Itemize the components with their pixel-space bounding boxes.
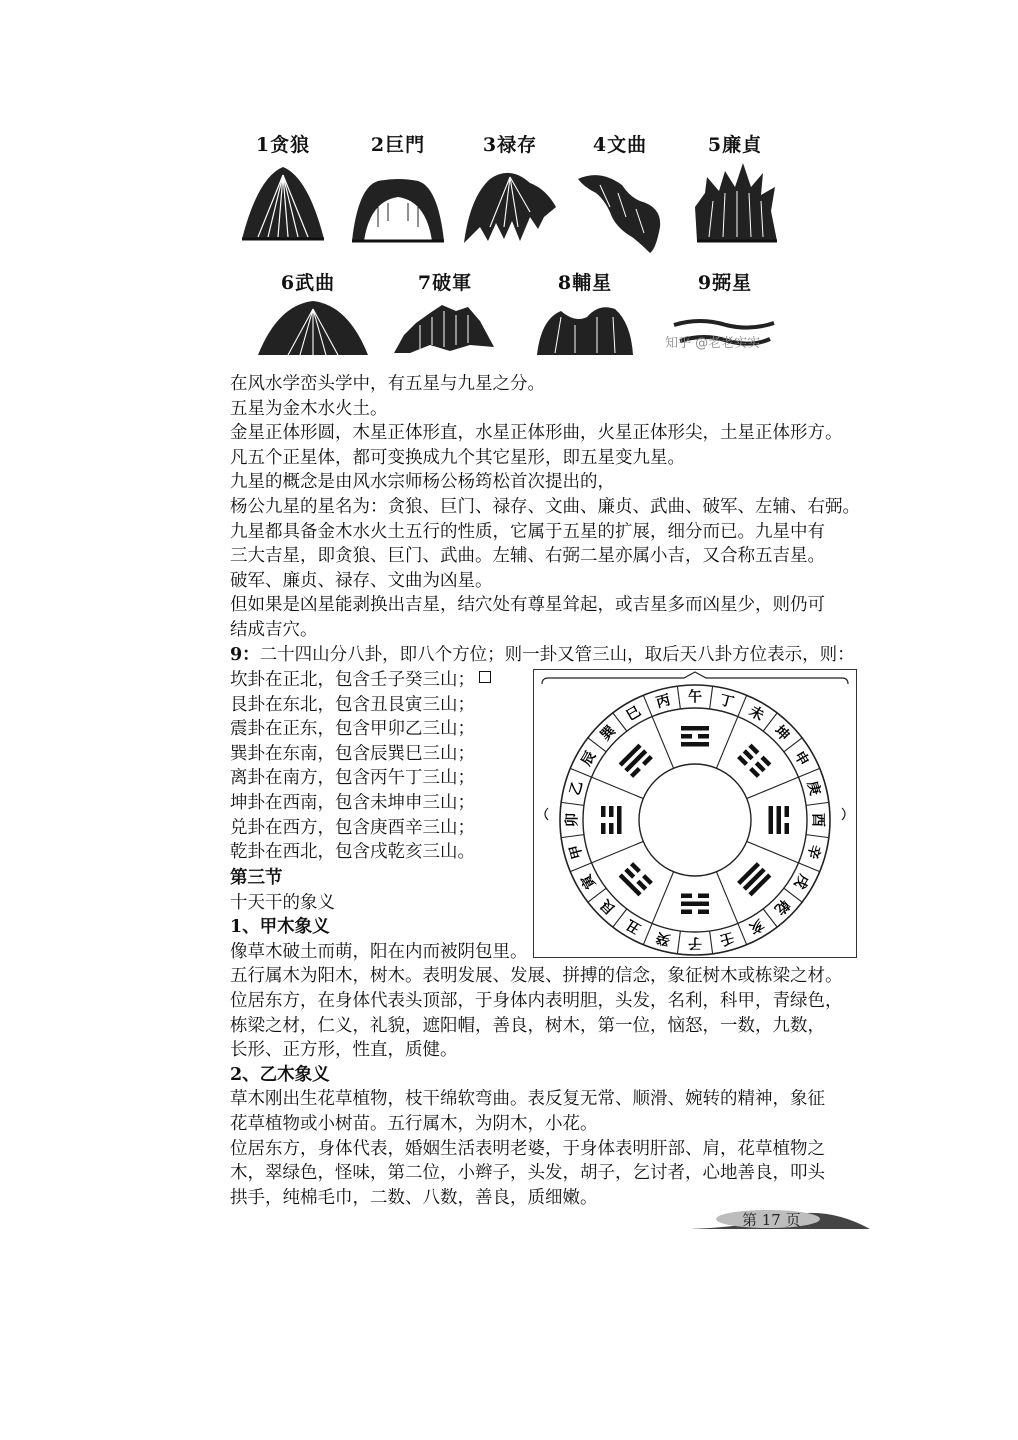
mountain-label: 卯 [564,813,581,827]
star-figure-4 [570,130,670,257]
watermark: 知乎 @老老实实 [665,336,761,351]
paragraph: 九星的概念是由风水宗师杨公杨筠松首次提出的， [230,472,615,493]
mountain-label: 丙 [654,692,673,712]
mountain-label: 亥 [746,915,767,937]
compass-spoke [677,686,680,709]
paragraph: 杨公九星的星名为：贪狼、巨门、禄存、文曲、廉贞、武曲、破军、左辅、右弼。 [230,496,860,517]
mountain-label: 甲 [567,842,587,861]
compass-spoke [798,768,819,777]
item-1-title: 1、甲木象义 [230,917,330,938]
star-label: 8輔星 [557,272,613,294]
wenqu-mountain-icon [570,157,670,257]
star-label: 9弼星 [697,272,753,294]
sector-divider [592,841,644,862]
star-figure-5 [680,130,790,247]
intro-paragraphs [230,372,870,667]
heavenly-stems-section [230,866,880,1210]
paragraph: 位居东方，在身体代表头顶部，于身体内表明胆，头发，名利，科甲，青绿色， [230,990,843,1011]
section-title: 第三节 [230,868,283,888]
paragraph: 五星为金木水火土。 [230,398,388,419]
mountain-label: 申 [790,748,812,769]
section-9-number: 9： [230,644,260,665]
star-figure-3 [460,130,560,247]
sector-divider [592,777,644,798]
paragraph: 九星都具备金木水火土五行的性质，它属于五星的扩展，细分而已。九星中有 [230,521,825,542]
mountain-label: 丑 [623,915,644,937]
compass-spoke [806,835,829,838]
trigram-icon [681,726,709,747]
lianzhen-mountain-icon [685,157,785,247]
star-label: 1贪狼 [255,134,311,156]
gua-line: 坎卦在正北，包含壬子癸三山； [230,668,530,693]
star-label: 4文曲 [592,134,648,156]
paragraph: 五行属木为阳木，树木。表明发展、发展、拼搏的信念，象征树木或栋梁之材。 [230,966,843,987]
nine-star-figures-row1 [230,130,790,255]
pojun-mountain-icon [390,295,500,355]
mountain-label: 辛 [803,842,823,861]
mountain-label: 巳 [623,703,644,725]
compass-spoke [570,768,591,777]
section-9-line [230,643,870,668]
star-label: 5廉貞 [707,134,763,156]
compass-spoke [738,695,747,716]
mountain-label: 寅 [578,871,600,892]
paragraph: 拱手，纯棉毛巾，二数、八数，善良，质细嫩。 [230,1187,598,1208]
page-footer [690,1207,870,1233]
item-2-title: 2、乙木象义 [230,1064,330,1085]
compass-spoke [763,713,777,731]
paragraph: 在风水学峦头学中，有五星与九星之分。 [230,374,545,394]
fuxing-mountain-icon [535,295,635,355]
mountain-label: 乾 [771,896,793,918]
gua-line: 坤卦在西南，包含未坤申三山； [230,792,475,813]
page-number: 第 17 页 [742,1211,801,1229]
star-figure-6 [258,268,358,355]
star-label: 3禄存 [482,134,538,156]
trigram-icon [737,744,771,778]
mountain-label: 癸 [654,928,673,948]
paragraph: 长形、正方形，性直，质健。 [230,1040,458,1061]
sector-divider [652,717,673,769]
gua-line: 艮卦在东北，包含丑艮寅三山； [230,694,475,715]
paragraph: 花草植物或小树苗。五行属木，为阴木，小花。 [230,1113,598,1134]
mountain-label: 坤 [771,722,793,744]
star-figure-8 [530,268,640,355]
gua-line: 震卦在正东，包含甲卯乙三山； [230,719,475,740]
sector-divider [747,841,799,862]
jumen-mountain-icon [348,157,448,247]
wuqu-mountain-icon [258,295,368,355]
trigram-icon [769,806,790,834]
mountain-label: 未 [746,703,767,725]
star-figure-1 [238,130,328,247]
trigram-icon [601,806,622,834]
paragraph: 栋梁之材，仁义，礼貌，遮阳帽，善良，树木，第一位，恼怒，一数，九数， [230,1015,825,1036]
paragraph: 金星正体形圆，木星正体形直，水星正体形曲，火星正体形尖，土星正体形方。 [230,423,843,444]
paragraph: 位居东方，身体代表，婚姻生活表明老婆，于身体表明肝部、肩，花草植物之 [230,1138,825,1159]
compass-spoke [561,835,584,838]
compass-spoke [588,738,606,752]
paragraph: 三大吉星，即贪狼、巨门、武曲。左辅、右弼二星亦属小吉，又合称五吉星。 [230,546,825,567]
mountain-label: 辰 [578,748,600,769]
compass-spoke [643,695,652,716]
checkbox-square-icon [479,671,491,683]
paragraph: 木，翠绿色，怪味，第二位，小辫子，头发，胡子，乞讨者，心地善良，叩头 [230,1163,825,1184]
paragraph: 但如果是凶星能剥换出吉星，结穴处有尊星耸起，或吉星多而凶星少，则仍可 [230,595,825,616]
star-label: 6武曲 [280,272,336,294]
sector-divider [747,777,799,798]
compass-spoke [561,802,584,805]
mountain-label: 子 [688,934,702,951]
mountain-label: 丁 [717,692,736,712]
star-label: 2巨門 [370,134,426,156]
gua-list [230,668,530,865]
tanlang-mountain-icon [238,157,328,247]
star-figure-2 [348,130,448,247]
mountain-label: 巽 [597,722,619,744]
section-9-text: 二十四山分八卦，即八个方位；则一卦又管三山，取后天八卦方位表示，则： [259,644,855,665]
mountain-label: 戌 [790,871,812,892]
mountain-label: 午 [688,689,702,706]
sector-divider [716,717,737,769]
paragraph: 结成吉穴。 [230,619,318,640]
paragraph: 破军、廉贞、禄存、文曲为凶星。 [230,570,493,591]
gua-line: 离卦在南方，包含丙午丁三山； [230,768,475,789]
gua-line: 巽卦在东南，包含辰巽巳三山； [230,743,475,764]
mountain-label: 壬 [717,928,736,948]
paragraph: 像草木破土而萌，阳在内而被阴包里。 [230,941,528,962]
mountain-label: 乙 [567,779,587,798]
star-figure-7 [390,268,500,355]
gua-line: 兑卦在西方，包含庚酉辛三山； [230,817,475,838]
section-subtitle: 十天干的象义 [230,892,335,913]
mountain-label: 庚 [803,779,823,798]
gua-line: 乾卦在西北，包含戌乾亥三山。 [230,842,475,863]
mountain-label: 酉 [809,813,826,827]
paragraph: 草木刚出生花草植物，枝干绵软弯曲。表反复无常、顺滑、婉转的精神，象征 [230,1089,825,1110]
compass-spoke [613,713,627,731]
paragraph: 凡五个正星体，都可变换成九个其它星形，即五星变九星。 [230,447,685,468]
star-label: 7破軍 [417,272,473,294]
trigram-icon [619,744,653,778]
compass-spoke [710,686,713,709]
compass-spoke [784,738,802,752]
compass-spoke [806,802,829,805]
lucun-mountain-icon [460,157,560,247]
mountain-label: 艮 [597,896,619,918]
